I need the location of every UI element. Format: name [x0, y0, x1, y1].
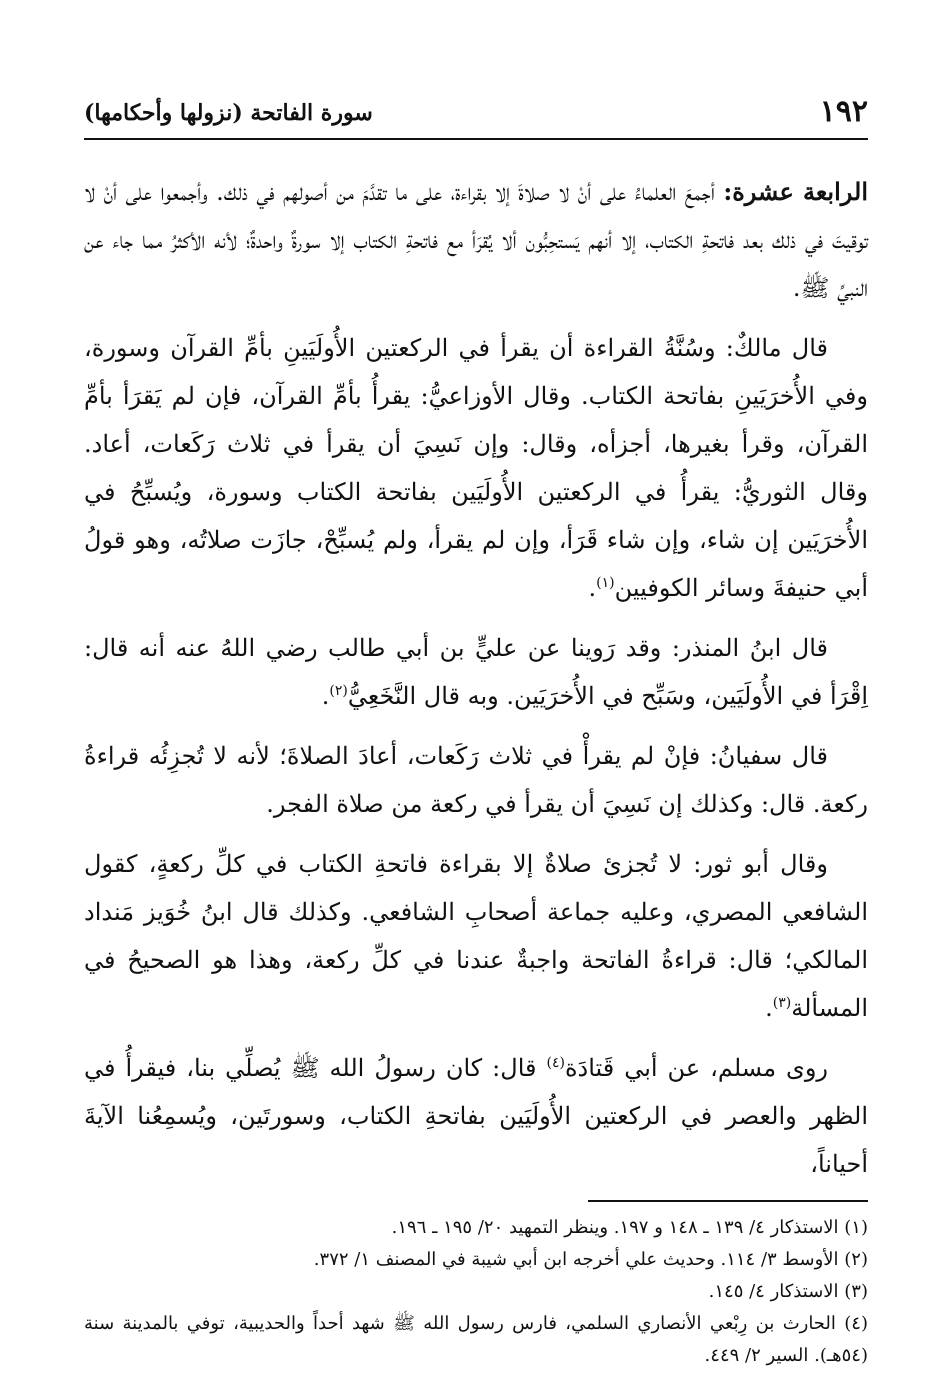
footnote-3: (٣) الاستذكار ٤/ ١٤٥.: [708, 1281, 868, 1302]
footnote-1: (١) الاستذكار ٤/ ١٣٩ ـ ١٤٨ و ١٩٧. وينظر التمهيد ٢٠/ ١٩٥ ـ ١٩٦.: [391, 1217, 868, 1238]
paragraph-text: قال سفيانُ: فإنْ لم يقرأْ في ثلاث رَكَعات، أعادَ الصلاةَ؛ لأنه لا تُجزِئُه قراءةُ ركعة. قال: وكذلك إن نَسِيَ أن يقرأ في ركعة من صلاة الفجر.: [84, 742, 868, 818]
footnote-ref-4[interactable]: (٤): [546, 1055, 565, 1071]
footnote-2: (٢) الأوسط ٣/ ١١٤. وحديث علي أخرجه ابن أبي شيبة في المصنف ١/ ٣٧٢.: [313, 1249, 868, 1270]
paragraph-end: .: [765, 994, 773, 1022]
paragraph-text: قال: كان رسولُ الله ﷺ يُصلِّي بنا، فيقرأُ في الظهر والعصر في الركعتين الأُولَيَين بفاتحةِ الكتاب، وسورتَين، ويُسمِعُنا الآيةَ أحياناً،: [84, 1054, 868, 1178]
paragraph-5: [84, 840, 868, 1032]
page-number: ١٩٢: [819, 94, 868, 129]
footnote-ref-2[interactable]: (٢): [329, 683, 348, 699]
paragraph-end: .: [321, 682, 330, 710]
running-title: سورة الفاتحة (نزولها وأحكامها): [84, 100, 373, 126]
paragraph-end: .: [588, 574, 597, 602]
page-header: [84, 88, 868, 140]
paragraph-text: روى مسلم، عن أبي قَتادَة: [564, 1054, 828, 1082]
paragraph-text: وقال أبو ثور: لا تُجزئ صلاةٌ إلا بقراءة فاتحةِ الكتاب في كلِّ ركعةٍ، كقول الشافعي المصري، وعليه جماعة أصحابِ الشافعي. وكذلك قال ابنُ خُوَيز مَنداد المالكي؛ قال: قراءةُ الفاتحة واجبةٌ عندنا في كلِّ ركعة، وهذا هو الصحيحُ في المسألة: [84, 850, 868, 1022]
footnote-ref-1[interactable]: (١): [596, 575, 615, 591]
paragraph-2: [84, 324, 868, 612]
footnote-separator: [588, 1200, 868, 1202]
book-page: [84, 88, 868, 1366]
paragraph-text: أجمعَ العلماءُ على أنْ لا صلاةَ إلا بقراءة، على ما تقدَّمَ من أصولهم في ذلك. وأجمعوا على أنْ لا توقيتَ في ذلك بعد فاتحةِ الكتاب، إلا أنهم يَستحِبُّون ألا يُقرَأ مع فاتحةِ الكتاب إلا سورةٌ واحدةٌ؛ لأنه الأكثرُ مما جاء عن النبيِّ ﷺ.: [84, 178, 868, 302]
paragraph-lead: الرابعة عشرة:: [723, 177, 868, 206]
paragraph-6: [84, 1044, 868, 1188]
page-body: [84, 168, 868, 1188]
paragraph-3: [84, 624, 868, 720]
footnote-ref-3[interactable]: (٣): [772, 995, 792, 1011]
footnotes: [84, 1212, 868, 1372]
paragraph-text: قال ابنُ المنذر: وقد رَوينا عن عليٍّ بن أبي طالب رضي اللهُ عنه أنه قال: اِقْرَأ في الأُولَيَين، وسَبِّح في الأُخرَيَين. وبه قال النَّخَعِيُّ: [84, 634, 868, 710]
footnote-4: (٤) الحارث بن رِبْعي الأنصاري السلمي، فارس رسول الله ﷺ شهد أحداً والحديبية، توفي بالمدينة سنة (٥٤هـ). السير ٢/ ٤٤٩.: [84, 1313, 868, 1366]
paragraph-text: قال مالكٌ: وسُنَّةُ القراءة أن يقرأ في الركعتين الأُولَيَينِ بأمِّ القرآن وسورة، وفي الأُخرَيَينِ بفاتحة الكتاب. وقال الأوزاعيُّ: يقرأُ بأمِّ القرآن، فإن لم يَقرَأ بأمِّ القرآن، وقرأ بغيرها، أجزأه، وقال: وإن نَسِيَ أن يقرأ في ثلاث رَكَعات، أعاد. وقال الثوريُّ: يقرأُ في الركعتين الأُولَيَين بفاتحة الكتاب وسورة، ويُسبِّحُ في الأُخرَيَين إن شاء، وإن شاء قَرَأ، وإن لم يقرأ، ولم يُسبِّحْ، جازَت صلاتُه، وهو قولُ أبي حنيفةَ وسائر الكوفيين: [84, 334, 868, 602]
paragraph-4: [84, 732, 868, 828]
paragraph-1: [84, 168, 868, 312]
